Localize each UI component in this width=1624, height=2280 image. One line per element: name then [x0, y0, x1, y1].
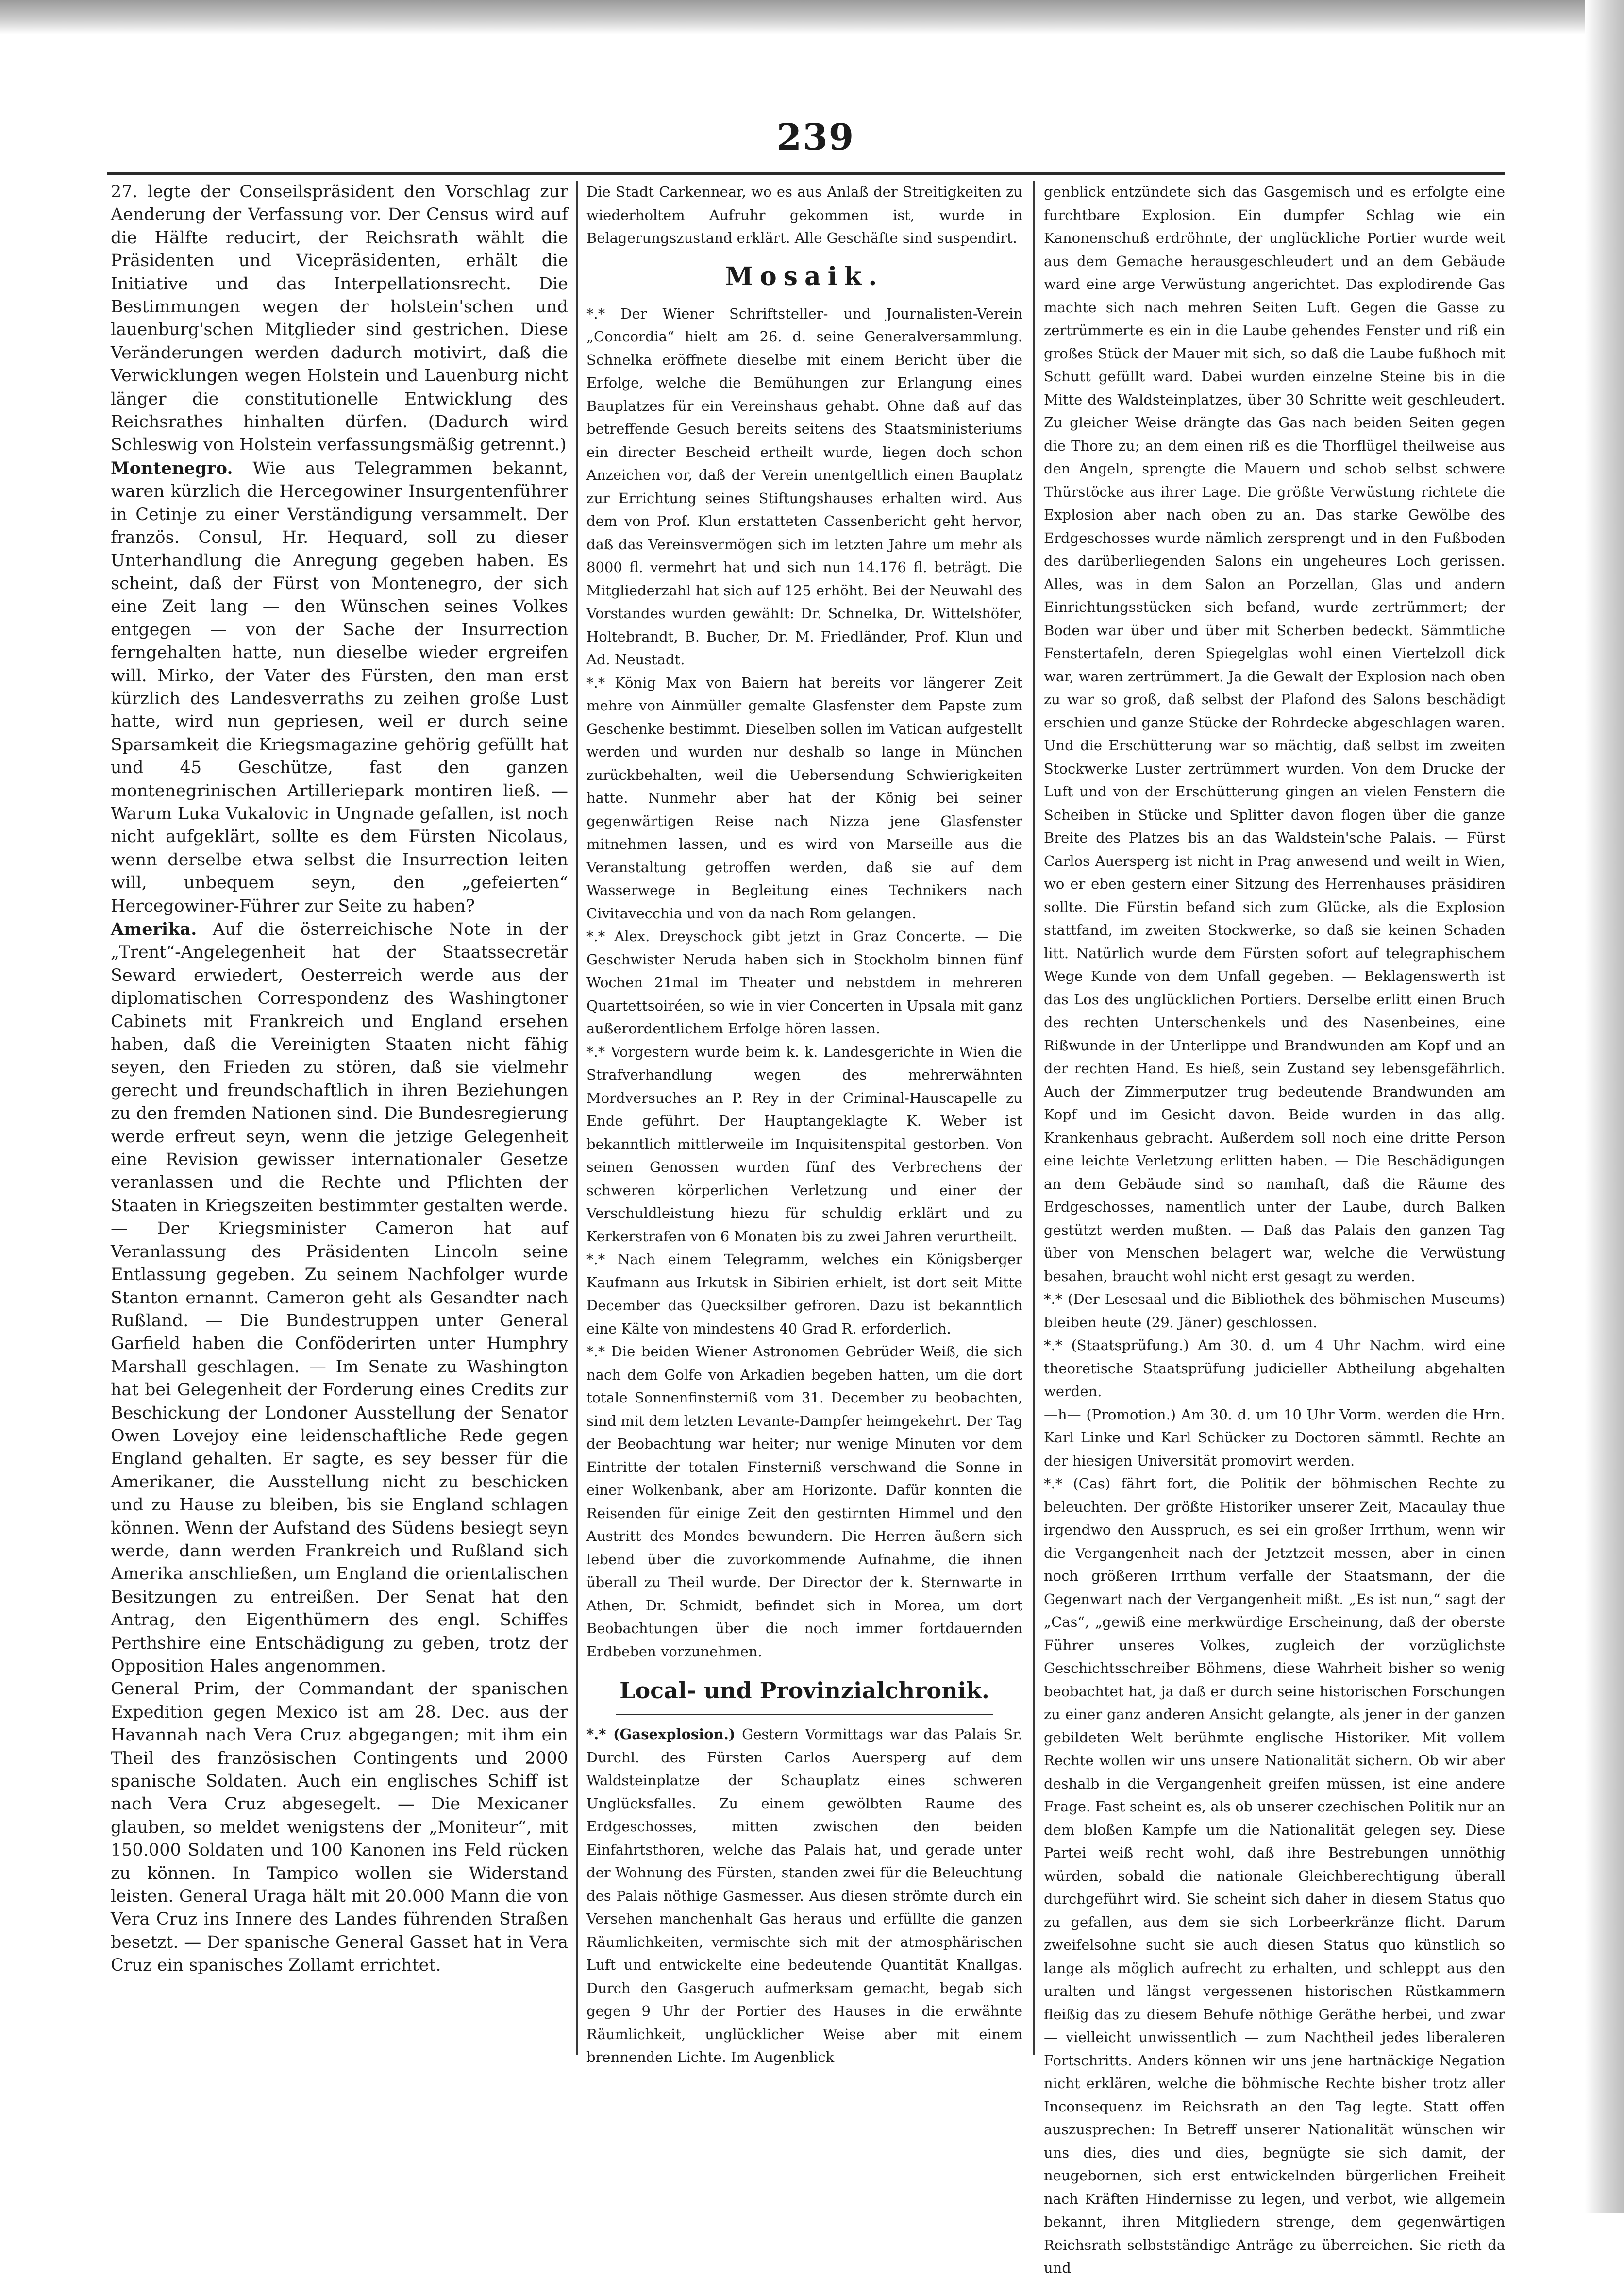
paragraph: genblick entzündete sich das Gasgemisch und es erfolgte eine furchtbare Explosion. Ein dumpfer Schlag wie ein Kanonenschuß erdröhnte, der unglückliche Portier wurde weit aus dem Gemache herausgeschleudert und an dem Gebäude ward eine arge Verwüstung angerichtet. Das explodirende Gas machte sich nach mehren Seiten Luft. Gegen die Gasse zu zertrümmerte es ein in die Laube gehendes Fenster und riß ein großes Stück der Mauer mit sich, so daß die Laube fußhoch mit Schutt gefüllt ward. Dabei wurden einzelne Steine bis in die Mitte des Waldsteinplatzes, über 30 Schritte weit geschleudert. Zu gleicher Weise drängte das Gas nach beiden Seiten gegen die Thore zu; an dem einen riß es die Thorflügel theilweise aus den Angeln, sprengte die Mauern und schob selbst schwere Thürstöcke aus ihrer Lage. Die größte Verwüstung richtete die Explosion aber nach oben zu an. Das starke Gewölbe des Erdgeschosses wurde nämlich zersprengt und in den Fußboden des darüberliegenden Salons ein ungeheures Loch gerissen. Alles, was in dem Salon an Porzellan, Glas und andern Einrichtungsstücken sich befand, wurde zertrümmert; der Boden war über und über mit Scherben bedeckt. Sämmtliche Fenstertafeln, deren Spiegelglas wohl einen Viertelzoll dick war, waren zertrümmert. Ja die Gewalt der Explosion nach oben zu war so groß, daß selbst der Plafond des Salons beschädigt erschien und ganze Stücke der Rohrdecke abgeschlagen waren. Und die Erschütterung war so mächtig, daß selbst im zweiten Stockwerke Luster zertrümmert wurden. Von dem Drucke der Luft und von der Erschütterung gingen an vielen Fenstern die Scheiben in Stücke und Splitter davon flogen über die ganze Breite des Platzes bis an das Waldstein'sche Palais. — Fürst Carlos Auersperg ist nicht in Prag anwesend und weilt in Wien, wo er eben gestern einer Sitzung des Herrenhauses präsidiren sollte. Die Fürstin befand sich zum Glücke, als die Explosion stattfand, im zweiten Stockwerke, so daß sie keinen Schaden litt. Natürlich wurde dem Fürsten sofort auf telegraphischem Wege Kunde von dem Unfall gegeben. — Beklagenswerth ist das Los des unglücklichen Portiers. Derselbe erlitt einen Bruch des rechten Unterschenkels und des Nasenbeines, eine Rißwunde in der Unterlippe und Brandwunden am Kopf und an der rechten Hand. Es hieß, sein Zustand sey lebensgefährlich. Auch der Zimmerputzer trug bedeutende Brandwunden am Kopf und im Gesicht davon. Beide wurden in das allg. Krankenhaus gebracht. Außerdem soll noch eine dritte Person eine leichte Verletzung erlitten haben. — Die Beschädigungen an dem Gebäude sind so namhaft, daß die Räume des Erdgeschosses, namentlich unter der Laube, durch Balken gestützt werden mußten. — Daß das Palais den ganzen Tag über von Menschen belagert war, welche die Verwüstung besahen, braucht wohl nicht erst gesagt zu werden. — [1044, 184, 1505, 1284]
paragraph: *.* Alex. Dreyschock gibt jetzt in Graz Concerte. — Die Geschwister Neruda haben sich in Stockholm binnen fünf Wochen 21mal im Theater und nebstdem in mehreren Quartettsoiréen, so wie in vier Concerten in Upsala mit ganz außerordentlichem Erfolge hören lassen. — [586, 928, 1022, 1037]
column-divider — [1033, 181, 1035, 2055]
paragraph: *.* (Cas) fährt fort, die Politik der böhmischen Rechte zu beleuchten. Der größte Historiker unserer Zeit, Macaulay thue irgendwo den Ausspruch, es sei ein großer Irrthum, wenn wir die Vergangenheit nach der Jetztzeit messen, aber in einen noch größeren Irrthum verfalle der Staatsmann, der die Gegenwart nach der Vergangenheit mißt. „Es ist nun,“ sagt der „Cas“, „gewiß eine merkwürdige Erscheinung, daß der oberste Führer unseres Volkes, zugleich der vorzüglichste Geschichtsschreiber Böhmens, diese Wahrheit bisher so wenig beobachtet hat, ja daß er durch seine historischen Forschungen zu einer ganz anderen Ansicht gelangte, als jener in der ganzen gebildeten Welt berühmte englische Historiker. Mit vollem Rechte wollen wir uns unsere Nationalität sichern. Ob wir aber deshalb in die Vergangenheit greifen müssen, ist eine andere Frage. Fast scheint es, als ob unserer czechischen Politik nur an dem bloßen Kampfe um die Nationalität gelegen sey. Diese Partei weiß recht wohl, daß ihre Bestrebungen unnöthig würden, sobald die nationale Gleichberechtigung überall durchgeführt wird. Sie scheint sich daher in diesem Status quo zu gefallen, aus dem sie sich Lorbeerkränze flicht. Darum zweifelsohne sucht sie auch diesen Status quo künstlich so lange als möglich aufrecht zu erhalten, und schleppt aus den uralten und längst vergessenen historischen Rüstkammern fleißig das zu diesem Behufe nöthige Geräthe herbei, und zwar — vielleicht unwissentlich — zum Nachtheil jedes liberaleren Fortschritts. Anders können wir uns jene hartnäckige Negation nicht erklären, welche die böhmische Rechte bisher trotz aller Inconsequenz im Reichsrath an den Tag legte. Statt offen auszusprechen: In Betreff unserer Nationalität wünschen wir uns dies, dies und dies, begnügte sie sich damit, der neugebornen, sich erst entwickelnden bürgerlichen Freiheit nach Kräften Hindernisse zu legen, und verbot, wie allgemein bekannt, ihren Mitgliedern strenge, dem gegenwärtigen Reichsrath selbstständige Anträge zu überreichen. Sie rieth da und — [1044, 1475, 1505, 2276]
paragraph — [111, 918, 568, 1678]
scan-shadow-top — [0, 0, 1624, 34]
column-3 — [1044, 181, 1505, 2276]
section-rule — [616, 1714, 993, 1715]
paragraph — [111, 457, 568, 918]
paragraph: *.* (Staatsprüfung.) Am 30. d. um 4 Uhr Nachm. wird eine theoretische Staatsprüfung judicieller Abtheilung abgehalten werden. — [1044, 1337, 1505, 1400]
paragraph: 27. legte der Conseilspräsident den Vorschlag zur Aenderung der Verfassung vor. Der Census wird auf die Hälfte reducirt, der Reichsrath wählt die Präsidenten und Vicepräsidenten, erhält die Initiative und das Interpellationsrecht. Die Bestimmungen wegen der holstein'schen und lauenburg'schen Mitglieder sind gestrichen. Diese Veränderungen werden dadurch motivirt, daß die Verwicklungen wegen Holstein und Lauenburg nicht länger die constitutionelle Entwicklung des Reichsrathes hinhalten dürfen. (Dadurch wird Schleswig von Holstein verfassungsmäßig getrennt.) — [111, 182, 568, 455]
paragraph — [586, 1723, 1022, 2069]
header-rule — [107, 172, 1505, 175]
page-number: 239 — [776, 117, 855, 158]
section-keyword: Montenegro. — [111, 458, 233, 478]
paragraph: —h— (Promotion.) Am 30. d. um 10 Uhr Vorm. werden die Hrn. Karl Linke und Karl Schücker zu Doctoren sämmtl. Rechte an der hiesigen Universität promovirt werden. — [1044, 1406, 1505, 1469]
column-divider — [576, 181, 578, 2055]
paragraph: *.* Der Wiener Schriftsteller- und Journalisten-Verein „Concordia“ hielt am 26. d. seine Generalversammlung. Schnelka eröffnete dieselbe mit einem Bericht über die Erfolge, welche die Bemühungen zur Erlangung eines Bauplatzes für ein Vereinshaus gehabt. Ohne daß auf das betreffende Gesuch bereits seitens des Staatsministeriums ein directer Bescheid ertheilt wurde, liegen doch schon Anzeichen vor, daß der Verein unentgeltlich einen Bauplatz zur Errichtung seines Stiftungshauses erhalten wird. Aus dem von Prof. Klun erstatteten Cassenbericht geht hervor, daß das Vereinsvermögen sich im letzten Jahre um mehr als 8000 fl. vermehrt hat und sich nun 14.176 fl. beträgt. Die Mitgliederzahl hat sich auf 125 erhöht. Bei der Neuwahl des Vorstandes wurden gewählt: Dr. Schnelka, Dr. Wittelshöfer, Holtebrandt, B. Bucher, Dr. M. Friedländer, Prof. Klun und Ad. Neustadt. — [586, 305, 1022, 668]
section-heading-mosaik: Mosaik. — [725, 261, 884, 291]
paragraph: *.* Nach einem Telegramm, welches ein Königsberger Kaufmann aus Irkutsk in Sibirien erhielt, ist dort seit Mitte December das Quecksilber gefroren. Dazu ist bekanntlich eine Kälte von mindestens 40 Grad R. erforderlich. — [586, 1251, 1022, 1337]
paragraph: *.* Die beiden Wiener Astronomen Gebrüder Weiß, die sich nach dem Golfe von Arkadien begeben hatten, um die dort totale Sonnenfinsterniß vom 31. December zu beobachten, sind mit dem letzten Levante-Dampfer heimgekehrt. Der Tag der Beobachtung war heiter; nur wenige Minuten vor dem Eintritte der totalen Finsterniß verschwand die Sonne in einer Wolkenbank, aber am Horizonte. Dafür konnten die Reisenden für einige Zeit den gestirnten Himmel und den Austritt des Mondes bewundern. Die Herren äußern sich lebend über die zuvorkommende Aufnahme, die ihnen überall zu Theil wurde. Der Director der k. Sternwarte in Athen, Dr. Schmidt, befindet sich in Morea, um dort Beobachtungen über die noch immer fortdauernden Erdbeben vorzunehmen. — [586, 1343, 1022, 1660]
section-keyword: *.* (Gasexplosion.) — [586, 1726, 736, 1742]
paragraph: Die Stadt Carkennear, wo es aus Anlaß der Streitigkeiten zu wiederholtem Aufruhr gekommen ist, wurde in Belagerungszustand erklärt. Alle Geschäfte sind suspendirt. — [586, 184, 1022, 246]
column-1 — [111, 181, 568, 2075]
paragraph-text: Auf die österreichische Note in der „Trent“-Angelegenheit hat der Staatssecretär Seward erwiedert, Oesterreich werde aus der diplomatischen Correspondenz des Washingtoner Cabinets mit Frankreich und England ersehen haben, daß die Vereinigten Staaten nicht fähig seyen, den Frieden zu stören, daß sie vielmehr gerecht und freundschaftlich in ihren Beziehungen zu den fremden Nationen sind. Die Bundesregierung werde erfreut seyn, wenn die jetzige Gelegenheit eine Revision gewisser internationaler Gesetze veranlassen und die Rechte und Pflichten der Staaten in Kriegszeiten bestimmter gestalten werde. — Der Kriegsminister Cameron hat auf Veranlassung des Präsidenten Lincoln seine Entlassung gegeben. Zu seinem Nachfolger wurde Stanton ernannt. Cameron geht als Gesandter nach Rußland. — Die Bundestruppen unter General Garfield haben die Conföderirten unter Humphry Marshall geschlagen. — Im Senate zu Washington hat bei Gelegenheit der Forderung eines Credits zur Beschickung der Londoner Ausstellung der Senator Owen Lovejoy eine leidenschaftliche Rede gegen England gehalten. Er sagte, es sey besser für die Amerikaner, die Ausstellung nicht zu beschicken und zu Hause zu bleiben, bis sie England schlagen können. Wenn der Aufstand des Südens besiegt seyn werde, dann werden Frankreich und Rußland sich Amerika anschließen, um England die orientalischen Besitzungen zu entreißen. Der Senat hat den Antrag, den Eigenthümern des engl. Schiffes Perthshire eine Entschädigung zu geben, trotz der Opposition Hales angenommen. — [111, 920, 568, 1676]
paragraph: *.* König Max von Baiern hat bereits vor längerer Zeit mehre von Ainmüller gemalte Glasfenster dem Papste zum Geschenke bestimmt. Dieselben sollen im Vatican aufgestellt werden und wurden nur deshalb so lange in München zurückbehalten, weil die Uebersendung Schwierigkeiten hatte. Nunmehr aber hat der König bei seiner gegenwärtigen Reise nach Nizza jene Glasfenster mitnehmen lassen, und es wird von Marseille aus die Veranstaltung getroffen werden, daß sie auf dem Wasserwege in Begleitung eines Technikers nach Civitavecchia und von da nach Rom gelangen. — [586, 674, 1022, 922]
section-keyword: Amerika. — [111, 919, 197, 939]
section-heading-local-chronicle: Local- und Provinzialchronik. — [619, 1677, 989, 1704]
paragraph: *.* (Der Lesesaal und die Bibliothek des böhmischen Museums) bleiben heute (29. Jäner) geschlossen. — [1044, 1291, 1505, 1331]
paragraph-text: Wie aus Telegrammen bekannt, waren kürzlich die Hercegowiner Insurgentenführer in Cetinje zu einer Verständigung versammelt. Der französ. Consul, Hr. Hequard, soll zu dieser Unterhandlung die Anregung gegeben haben. Es scheint, daß der Fürst von Montenegro, der sich eine Zeit lang — den Wünschen seines Volkes entgegen — von der Sache der Insurrection ferngehalten hatte, nun dieselbe wieder ergreifen will. Mirko, der Vater des Fürsten, den man erst kürzlich des Landesverraths zu zeihen große Lust hatte, wird nun gepriesen, weil er durch seine Sparsamkeit die Kriegsmagazine gehörig gefüllt hat und 45 Geschütze, fast den ganzen montenegrinischen Artilleriepark montiren ließ. — Warum Luka Vukalovic in Ungnade gefallen, ist noch nicht aufgeklärt, sollte es dem Fürsten Nicolaus, wenn derselbe etwa selbst die Insurrection leiten will, unbequem seyn, den „gefeierten“ Hercegowiner-Führer zur Seite zu haben? — [111, 458, 568, 916]
paragraph-text: Gestern Vormittags war das Palais Sr. Durchl. des Fürsten Carlos Auersperg auf dem Waldsteinplatze der Schauplatz eines schweren Unglücksfalles. Zu einem gewölbten Raume des Erdgeschosses, mitten zwischen den beiden Einfahrtsthoren, welche das Palais hat, und gerade unter der Wohnung des Fürsten, standen zwei für die Beleuchtung des Palais nöthige Gasmesser. Aus diesen strömte durch ein Versehen manchenhalt Gas heraus und erfüllte die ganzen Räumlichkeiten, vermischte sich mit der atmosphärischen Luft und entwickelte eine bedeutende Quantität Knallgas. Durch den Gasgeruch aufmerksam gemacht, begab sich gegen 9 Uhr der Portier des Hauses in die erwähnte Räumlichkeit, unglücklicher Weise aber mit einem brennenden Lichte. Im Augenblick — [586, 1726, 1022, 2065]
scan-shadow-right — [1585, 0, 1624, 2213]
column-2 — [586, 181, 1022, 2075]
paragraph: General Prim, der Commandant der spanischen Expedition gegen Mexico ist am 28. Dec. aus der Havannah nach Vera Cruz abgegangen; mit ihm ein Theil des französischen Contingents und 2000 spanische Soldaten. Auch ein englisches Schiff ist nach Vera Cruz abgesegelt. — Die Mexicaner glauben, so meldet wenigstens der „Moniteur“, mit 150.000 Soldaten und 100 Kanonen ins Feld rücken zu können. In Tampico wollen sie Widerstand leisten. General Uraga hält mit 20.000 Mann die von Vera Cruz ins Innere des Landes führenden Straßen besetzt. — Der spanische General Gasset hat in Vera Cruz ein spanisches Zollamt errichtet. — [111, 1679, 568, 1976]
paragraph: *.* Vorgestern wurde beim k. k. Landesgerichte in Wien die Strafverhandlung wegen des mehrerwähnten Mordversuches an P. Rey in der Criminal-Hauscapelle zu Ende geführt. Der Hauptangeklagte K. Weber ist bekanntlich mittlerweile im Inquisitenspital gestorben. Von seinen Genossen wurden fünf des Verbrechens der schweren körperlichen Verletzung und einer der Verschuldleistung hiezu für schuldig erklärt und zu Kerkerstrafen von 6 Monaten bis zu zwei Jahren verurtheilt. — [586, 1043, 1022, 1245]
